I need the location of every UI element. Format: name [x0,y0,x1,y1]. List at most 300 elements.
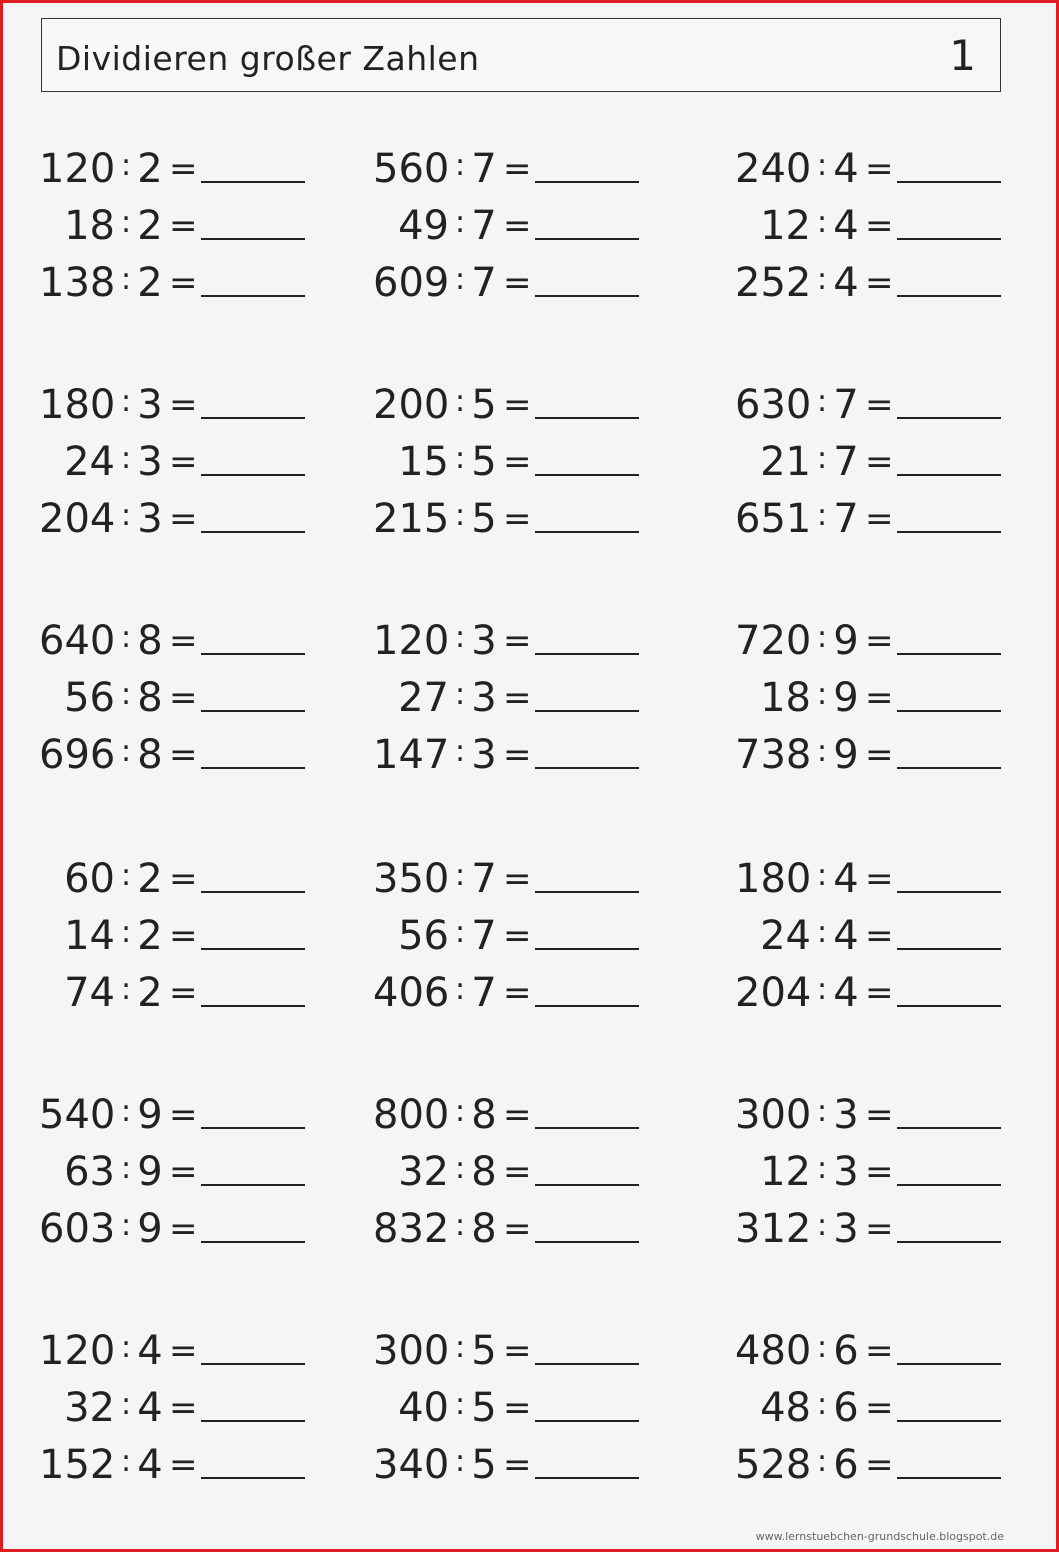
divisor: 5 [471,382,497,428]
divisor: 8 [471,1206,497,1252]
division-sign: : [816,1151,828,1186]
division-sign: : [454,677,466,712]
page-title: Dividieren großer Zahlen [56,39,480,78]
division-sign: : [120,972,132,1007]
answer-line [897,948,1001,950]
division-task [735,1201,1035,1257]
dividend: 18 [760,675,811,721]
equals-sign: = [169,859,198,899]
division-sign: : [816,148,828,183]
dividend: 312 [735,1206,812,1252]
answer-line [201,891,305,893]
dividend: 40 [398,1385,449,1431]
division-sign: : [454,1094,466,1129]
divisor: 3 [833,1206,859,1252]
equals-sign: = [865,385,894,425]
division-sign: : [816,498,828,533]
dividend: 560 [373,146,450,192]
equals-sign: = [169,735,198,775]
division-sign: : [120,148,132,183]
answer-line [897,1241,1001,1243]
divisor: 3 [137,496,163,542]
division-task [735,255,1035,311]
page-number: 1 [949,31,976,80]
answer-line [897,710,1001,712]
division-task [735,727,1035,783]
division-task [39,965,339,1021]
equals-sign: = [503,1388,532,1428]
division-task [735,1323,1035,1379]
divisor: 7 [833,496,859,542]
divisor: 4 [137,1385,163,1431]
answer-line [201,710,305,712]
dividend: 350 [373,856,450,902]
divisor: 3 [833,1149,859,1195]
equals-sign: = [503,206,532,246]
equals-sign: = [169,678,198,718]
division-task [373,1201,673,1257]
equals-sign: = [865,973,894,1013]
answer-line [535,948,639,950]
answer-line [201,1241,305,1243]
equals-sign: = [169,263,198,303]
division-sign: : [816,441,828,476]
division-sign: : [816,677,828,712]
dividend: 696 [39,732,116,778]
dividend: 15 [398,439,449,485]
division-sign: : [120,915,132,950]
answer-line [897,238,1001,240]
answer-line [201,1363,305,1365]
division-task [735,198,1035,254]
equals-sign: = [503,442,532,482]
division-task [39,851,339,907]
division-task [39,491,339,547]
equals-sign: = [503,621,532,661]
divisor: 6 [833,1385,859,1431]
dividend: 528 [735,1442,812,1488]
division-task [373,1380,673,1436]
dividend: 609 [373,260,450,306]
division-sign: : [454,205,466,240]
division-task [735,1144,1035,1200]
divisor: 8 [137,675,163,721]
answer-line [897,653,1001,655]
equals-sign: = [169,385,198,425]
answer-line [201,295,305,297]
division-task [373,255,673,311]
answer-line [535,1005,639,1007]
answer-line [897,295,1001,297]
division-sign: : [120,858,132,893]
dividend: 120 [39,1328,116,1374]
division-sign: : [120,734,132,769]
division-sign: : [454,972,466,1007]
answer-line [535,295,639,297]
divisor: 7 [471,146,497,192]
divisor: 4 [833,203,859,249]
answer-line [535,710,639,712]
equals-sign: = [169,1152,198,1192]
divisor: 7 [471,203,497,249]
equals-sign: = [865,499,894,539]
equals-sign: = [503,385,532,425]
dividend: 147 [373,732,450,778]
equals-sign: = [169,1095,198,1135]
equals-sign: = [169,1331,198,1371]
divisor: 8 [471,1092,497,1138]
division-task [735,1380,1035,1436]
answer-line [897,1420,1001,1422]
divisor: 4 [833,260,859,306]
division-sign: : [454,858,466,893]
divisor: 5 [471,1442,497,1488]
equals-sign: = [169,1445,198,1485]
dividend: 138 [39,260,116,306]
division-sign: : [120,677,132,712]
divisor: 2 [137,203,163,249]
divisor: 2 [137,146,163,192]
division-sign: : [454,262,466,297]
dividend: 12 [760,203,811,249]
division-sign: : [816,262,828,297]
equals-sign: = [865,1388,894,1428]
division-task [373,377,673,433]
divisor: 7 [833,382,859,428]
division-task [373,198,673,254]
equals-sign: = [169,442,198,482]
dividend: 120 [39,146,116,192]
division-sign: : [120,384,132,419]
equals-sign: = [169,149,198,189]
division-task [735,1437,1035,1493]
division-task [39,1201,339,1257]
equals-sign: = [865,263,894,303]
dividend: 480 [735,1328,812,1374]
equals-sign: = [865,206,894,246]
answer-line [535,891,639,893]
equals-sign: = [503,916,532,956]
dividend: 640 [39,618,116,664]
divisor: 9 [137,1092,163,1138]
dividend: 14 [64,913,115,959]
dividend: 603 [39,1206,116,1252]
answer-line [201,417,305,419]
division-sign: : [120,1208,132,1243]
equals-sign: = [865,916,894,956]
answer-line [535,1127,639,1129]
divisor: 7 [471,856,497,902]
dividend: 32 [64,1385,115,1431]
answer-line [897,474,1001,476]
answer-line [535,474,639,476]
equals-sign: = [865,859,894,899]
dividend: 630 [735,382,812,428]
division-sign: : [454,1387,466,1422]
division-task [39,434,339,490]
answer-line [201,948,305,950]
divisor: 2 [137,970,163,1016]
equals-sign: = [503,678,532,718]
dividend: 651 [735,496,812,542]
answer-line [535,1420,639,1422]
divisor: 4 [833,970,859,1016]
divisor: 8 [137,732,163,778]
dividend: 152 [39,1442,116,1488]
division-sign: : [816,620,828,655]
dividend: 63 [64,1149,115,1195]
answer-line [897,891,1001,893]
dividend: 800 [373,1092,450,1138]
division-sign: : [816,915,828,950]
division-sign: : [120,262,132,297]
equals-sign: = [169,499,198,539]
dividend: 204 [39,496,116,542]
answer-line [897,1477,1001,1479]
dividend: 720 [735,618,812,664]
dividend: 200 [373,382,450,428]
equals-sign: = [169,206,198,246]
divisor: 9 [137,1149,163,1195]
division-task [373,141,673,197]
division-sign: : [120,441,132,476]
answer-line [535,1241,639,1243]
division-sign: : [120,1444,132,1479]
equals-sign: = [865,735,894,775]
equals-sign: = [865,1445,894,1485]
answer-line [535,653,639,655]
answer-line [897,1363,1001,1365]
equals-sign: = [865,1095,894,1135]
exercise-grid [3,3,1056,1549]
dividend: 252 [735,260,812,306]
divisor: 3 [833,1092,859,1138]
division-sign: : [816,1208,828,1243]
division-task [373,434,673,490]
dividend: 56 [398,913,449,959]
division-sign: : [816,858,828,893]
division-task [735,613,1035,669]
division-task [39,670,339,726]
division-task [39,1087,339,1143]
dividend: 738 [735,732,812,778]
dividend: 48 [760,1385,811,1431]
division-task [735,670,1035,726]
dividend: 300 [373,1328,450,1374]
dividend: 18 [64,203,115,249]
equals-sign: = [503,1209,532,1249]
divisor: 3 [471,732,497,778]
division-task [373,1087,673,1143]
divisor: 7 [471,913,497,959]
source-footer: www.lernstuebchen-grundschule.blogspot.de [755,1530,1004,1543]
equals-sign: = [169,1209,198,1249]
division-sign: : [454,441,466,476]
division-sign: : [120,620,132,655]
divisor: 7 [471,260,497,306]
division-sign: : [454,498,466,533]
dividend: 56 [64,675,115,721]
answer-line [897,417,1001,419]
division-sign: : [120,1330,132,1365]
division-sign: : [816,1387,828,1422]
equals-sign: = [503,1445,532,1485]
equals-sign: = [169,916,198,956]
division-task [373,613,673,669]
equals-sign: = [169,621,198,661]
divisor: 3 [471,675,497,721]
division-sign: : [816,1444,828,1479]
equals-sign: = [503,735,532,775]
division-sign: : [816,1330,828,1365]
equals-sign: = [865,621,894,661]
dividend: 21 [760,439,811,485]
division-task [373,1437,673,1493]
dividend: 240 [735,146,812,192]
division-task [39,613,339,669]
division-sign: : [454,915,466,950]
division-task [373,851,673,907]
answer-line [897,1184,1001,1186]
dividend: 74 [64,970,115,1016]
divisor: 7 [833,439,859,485]
dividend: 24 [64,439,115,485]
answer-line [535,767,639,769]
dividend: 300 [735,1092,812,1138]
equals-sign: = [865,1331,894,1371]
division-task [373,965,673,1021]
answer-line [201,238,305,240]
division-task [735,851,1035,907]
division-task [39,255,339,311]
answer-line [897,181,1001,183]
equals-sign: = [503,1095,532,1135]
answer-line [535,181,639,183]
dividend: 180 [39,382,116,428]
division-sign: : [454,148,466,183]
equals-sign: = [169,973,198,1013]
answer-line [897,767,1001,769]
dividend: 406 [373,970,450,1016]
equals-sign: = [169,1388,198,1428]
division-sign: : [816,1094,828,1129]
divisor: 2 [137,856,163,902]
division-sign: : [454,734,466,769]
division-task [39,908,339,964]
dividend: 540 [39,1092,116,1138]
division-task [373,1144,673,1200]
answer-line [201,531,305,533]
answer-line [201,1420,305,1422]
division-sign: : [454,620,466,655]
dividend: 12 [760,1149,811,1195]
division-sign: : [120,1094,132,1129]
divisor: 9 [833,732,859,778]
division-task [39,1437,339,1493]
equals-sign: = [865,1209,894,1249]
division-task [373,491,673,547]
division-sign: : [454,384,466,419]
division-task [735,491,1035,547]
division-sign: : [816,205,828,240]
division-task [39,141,339,197]
divisor: 9 [833,618,859,664]
divisor: 2 [137,260,163,306]
division-task [735,908,1035,964]
dividend: 180 [735,856,812,902]
dividend: 60 [64,856,115,902]
divisor: 4 [833,856,859,902]
equals-sign: = [503,859,532,899]
equals-sign: = [503,499,532,539]
divisor: 3 [471,618,497,664]
division-task [39,377,339,433]
division-task [735,434,1035,490]
dividend: 120 [373,618,450,664]
divisor: 3 [137,439,163,485]
division-task [735,377,1035,433]
divisor: 4 [137,1328,163,1374]
divisor: 5 [471,439,497,485]
dividend: 27 [398,675,449,721]
equals-sign: = [865,678,894,718]
equals-sign: = [865,442,894,482]
dividend: 24 [760,913,811,959]
divisor: 4 [833,146,859,192]
answer-line [201,474,305,476]
division-task [735,1087,1035,1143]
division-task [39,1380,339,1436]
division-task [39,1144,339,1200]
answer-line [201,181,305,183]
equals-sign: = [503,149,532,189]
divisor: 5 [471,1385,497,1431]
divisor: 6 [833,1328,859,1374]
division-sign: : [816,384,828,419]
division-sign: : [816,972,828,1007]
division-task [373,1323,673,1379]
answer-line [897,1005,1001,1007]
answer-line [535,531,639,533]
division-task [373,727,673,783]
answer-line [201,1477,305,1479]
divisor: 5 [471,1328,497,1374]
dividend: 204 [735,970,812,1016]
division-task [39,727,339,783]
division-sign: : [454,1208,466,1243]
answer-line [535,1363,639,1365]
division-task [39,198,339,254]
answer-line [535,1184,639,1186]
division-sign: : [120,205,132,240]
answer-line [535,238,639,240]
equals-sign: = [865,1152,894,1192]
division-task [735,965,1035,1021]
dividend: 32 [398,1149,449,1195]
dividend: 49 [398,203,449,249]
equals-sign: = [865,149,894,189]
divisor: 8 [137,618,163,664]
equals-sign: = [503,973,532,1013]
division-sign: : [120,1387,132,1422]
divisor: 7 [471,970,497,1016]
divisor: 2 [137,913,163,959]
equals-sign: = [503,1331,532,1371]
dividend: 340 [373,1442,450,1488]
division-task [39,1323,339,1379]
divisor: 4 [833,913,859,959]
answer-line [535,1477,639,1479]
